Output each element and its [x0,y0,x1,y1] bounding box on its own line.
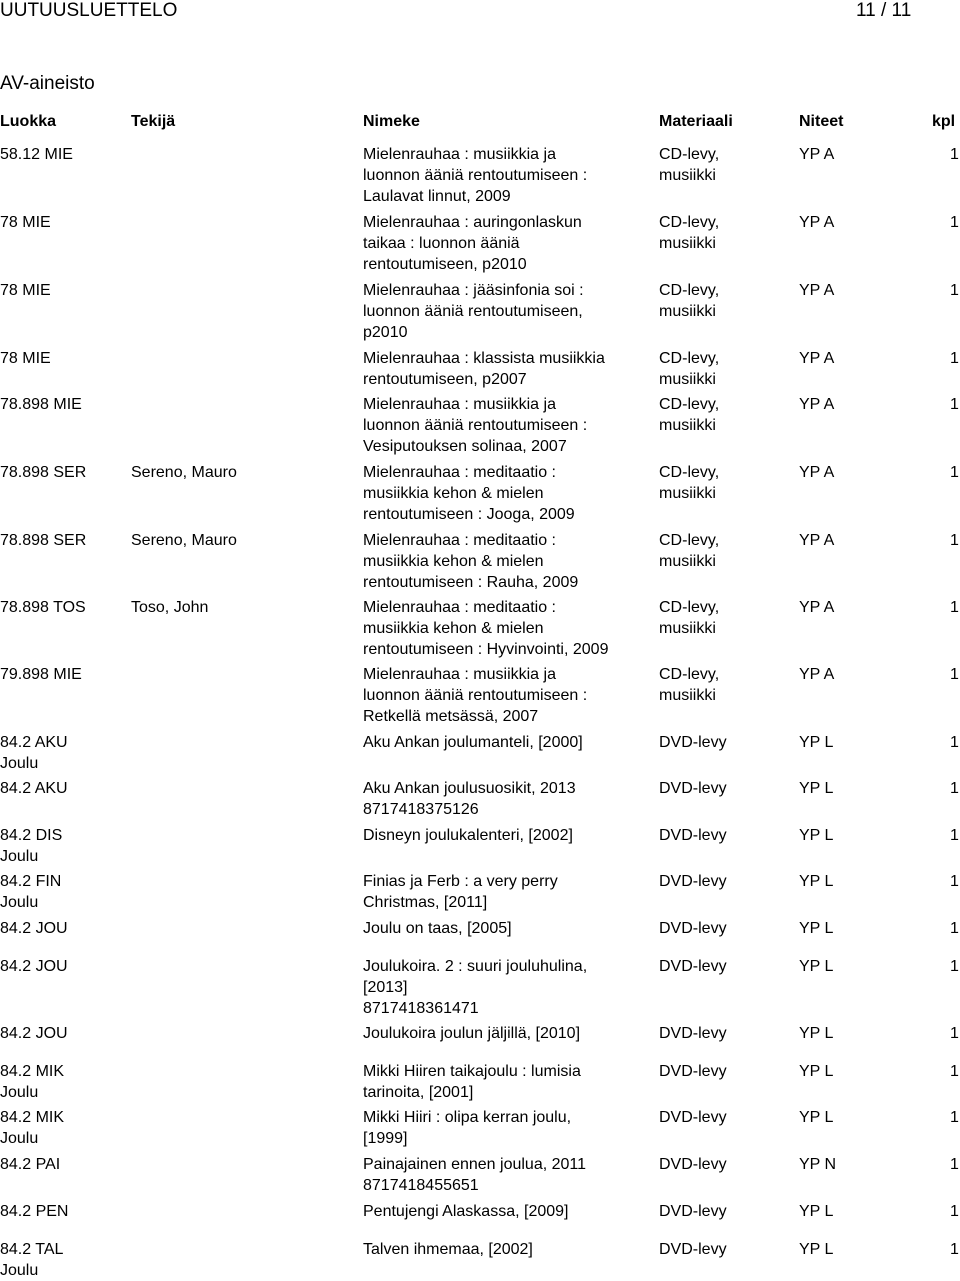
cell-line: musiikkia kehon & mielen [363,485,544,502]
cell-line: luonnon ääniä rentoutumiseen : [363,687,588,704]
cell-line: CD-levy, [659,464,720,481]
cell-count [950,348,960,369]
cell-line: 78 MIE [0,214,51,231]
cell-line: 84.2 JOU [0,920,68,937]
cell-line: 84.2 FIN [0,873,62,890]
cell-line: 1 [950,666,959,683]
cell-line: DVD-levy [659,1063,727,1080]
cell-line: 84.2 PAI [0,1156,61,1173]
cell-count [950,1154,960,1175]
cell-line: 84.2 DIS [0,827,63,844]
cell-line: Mikki Hiiren taikajoulu : lumisia [363,1063,581,1080]
cell-classification [0,1239,125,1281]
cell-copies-location [799,530,919,551]
list-item [0,1201,960,1222]
cell-line: 84.2 AKU [0,734,68,751]
cell-count [950,530,960,551]
cell-line: DVD-levy [659,734,727,751]
cell-material [659,348,794,390]
cell-line: 1 [950,920,959,937]
cell-line: 84.2 MIK [0,1063,65,1080]
cell-count [950,1061,960,1082]
cell-line: 1 [950,396,959,413]
cell-copies-location [799,212,919,233]
cell-line: 78.898 SER [0,532,87,549]
cell-line: 1 [950,146,959,163]
cell-line: Talven ihmemaa, [2002] [363,1241,533,1258]
cell-line: 1 [950,873,959,890]
list-item [0,1154,960,1194]
cell-line: CD-levy, [659,396,720,413]
cell-line: CD-levy, [659,214,720,231]
cell-classification [0,825,125,867]
cell-title [363,871,653,913]
cell-copies-location [799,280,919,301]
cell-material [659,664,794,706]
cell-copies-location [799,825,919,846]
cell-line: YP L [799,827,834,844]
cell-line: 1 [950,599,959,616]
cell-material [659,1061,794,1082]
cell-line: Joulukoira. 2 : suuri jouluhulina, [363,958,588,975]
cell-line: 1 [950,1109,959,1126]
cell-line: DVD-levy [659,780,727,797]
cell-material [659,871,794,892]
cell-line: musiikki [659,485,716,502]
cell-line: YP A [799,282,835,299]
cell-line: 1 [950,464,959,481]
cell-material [659,956,794,977]
cell-line: 8717418455651 [363,1177,479,1194]
cell-line: Joulu [0,1262,39,1279]
cell-count [950,778,960,799]
cell-line: rentoutumiseen, p2010 [363,256,527,273]
cell-line: musiikki [659,620,716,637]
cell-line: YP L [799,920,834,937]
cell-count [950,918,960,939]
cell-line: taikaa : luonnon ääniä [363,235,520,252]
cell-line: YP N [799,1156,837,1173]
cell-line: Mielenrauhaa : jääsinfonia soi : [363,282,584,299]
cell-line: Aku Ankan joulumanteli, [2000] [363,734,583,751]
cell-title [363,918,653,939]
cell-line: Mielenrauhaa : auringonlaskun [363,214,582,231]
cell-line: 84.2 TAL [0,1241,64,1258]
cell-title [363,597,653,660]
cell-line: YP A [799,464,835,481]
cell-copies-location [799,348,919,369]
cell-line: 84.2 AKU [0,780,68,797]
cell-line: YP L [799,1025,834,1042]
cell-copies-location [799,462,919,483]
list-item [0,144,960,205]
cell-line: 84.2 PEN [0,1203,69,1220]
cell-title [363,1239,653,1260]
cell-title [363,1154,653,1196]
cell-line: DVD-levy [659,958,727,975]
cell-classification [0,871,125,913]
cell-line: YP L [799,958,834,975]
cell-material [659,918,794,939]
list-item [0,212,960,273]
cell-line: Joulu [0,1084,39,1101]
list-item [0,530,960,591]
cell-copies-location [799,1239,919,1260]
cell-line: 1 [950,1063,959,1080]
list-item [0,1107,960,1147]
cell-material [659,530,794,572]
cell-copies-location [799,732,919,753]
cell-line: YP L [799,734,834,751]
cell-line: luonnon ääniä rentoutumiseen : [363,167,588,184]
cell-line: 84.2 MIK [0,1109,65,1126]
cell-classification [0,918,125,939]
cell-title [363,664,653,727]
cell-count [950,1107,960,1128]
cell-classification [0,1154,125,1175]
cell-line: musiikki [659,687,716,704]
cell-classification [0,212,125,233]
cell-line: [2013] [363,979,408,996]
cell-line: YP A [799,214,835,231]
cell-line: rentoutumiseen : Hyvinvointi, 2009 [363,641,609,658]
cell-author [131,462,356,483]
cell-material [659,732,794,753]
cell-title [363,280,653,343]
cell-material [659,144,794,186]
cell-copies-location [799,394,919,415]
cell-line: 1 [950,350,959,367]
cell-material [659,212,794,254]
cell-line: Joulu [0,755,39,772]
cell-line: 58.12 MIE [0,146,73,163]
cell-line: Mielenrauhaa : meditaatio : [363,532,556,549]
cell-line: Mielenrauhaa : meditaatio : [363,599,556,616]
cell-line: YP L [799,780,834,797]
cell-line: YP L [799,1063,834,1080]
cell-line: 1 [950,214,959,231]
cell-line: CD-levy, [659,666,720,683]
cell-count [950,212,960,233]
cell-line: Mikki Hiiri : olipa kerran joulu, [363,1109,572,1126]
cell-line: Mielenrauhaa : meditaatio : [363,464,556,481]
list-item [0,1023,960,1044]
cell-line: Joulu [0,1130,39,1147]
cell-classification [0,1201,125,1222]
cell-line: Mielenrauhaa : musiikkia ja [363,146,556,163]
list-item [0,462,960,523]
cell-classification [0,1023,125,1044]
column-header-kpl: kpl [932,113,956,130]
cell-line: DVD-levy [659,1241,727,1258]
list-item [0,871,960,911]
cell-count [950,1023,960,1044]
cell-line: musiikkia kehon & mielen [363,553,544,570]
list-item [0,918,960,939]
cell-line: Joulu [0,894,39,911]
cell-line: DVD-levy [659,1156,727,1173]
cell-author [131,530,356,551]
cell-line: Joulu [0,848,39,865]
cell-line: musiikki [659,553,716,570]
column-header-tekija: Tekijä [131,113,176,130]
cell-author [131,597,356,618]
cell-copies-location [799,1061,919,1082]
cell-line: Mielenrauhaa : klassista musiikkia [363,350,605,367]
cell-line: Mielenrauhaa : musiikkia ja [363,396,556,413]
cell-copies-location [799,918,919,939]
cell-material [659,778,794,799]
cell-line: 1 [950,958,959,975]
cell-line: 84.2 JOU [0,958,68,975]
cell-line: tarinoita, [2001] [363,1084,474,1101]
cell-title [363,1023,653,1044]
cell-line: Joulu on taas, [2005] [363,920,512,937]
cell-count [950,825,960,846]
cell-classification [0,732,125,774]
cell-line: 8717418375126 [363,801,479,818]
cell-line: rentoutumiseen, p2007 [363,371,527,388]
cell-line: Finias ja Ferb : a very perry [363,873,558,890]
cell-line: Retkellä metsässä, 2007 [363,708,539,725]
cell-title [363,825,653,846]
cell-copies-location [799,778,919,799]
cell-line: 1 [950,734,959,751]
cell-classification [0,144,125,165]
cell-count [950,664,960,685]
cell-title [363,530,653,593]
cell-line: 78.898 TOS [0,599,86,616]
cell-line: CD-levy, [659,532,720,549]
cell-classification [0,348,125,369]
cell-line: Sereno, Mauro [131,464,237,481]
cell-line: 78 MIE [0,350,51,367]
cell-count [950,1201,960,1222]
cell-line: YP A [799,396,835,413]
cell-count [950,280,960,301]
page-number: 11 / 11 [856,0,912,21]
cell-copies-location [799,1107,919,1128]
cell-line: 84.2 JOU [0,1025,68,1042]
cell-title [363,956,653,1019]
cell-line: 1 [950,1156,959,1173]
cell-count [950,956,960,977]
cell-count [950,871,960,892]
list-item [0,956,960,1017]
cell-line: musiikkia kehon & mielen [363,620,544,637]
column-header-nimeke: Nimeke [363,113,420,130]
cell-line: 1 [950,532,959,549]
cell-line: CD-levy, [659,146,720,163]
cell-line: luonnon ääniä rentoutumiseen : [363,417,588,434]
cell-line: Joulukoira joulun jäljillä, [2010] [363,1025,581,1042]
cell-classification [0,280,125,301]
list-item [0,1239,960,1279]
cell-line: DVD-levy [659,920,727,937]
cell-line: rentoutumiseen : Rauha, 2009 [363,574,579,591]
column-header-niteet: Niteet [799,113,844,130]
cell-line: CD-levy, [659,599,720,616]
list-item [0,597,960,658]
list-item [0,1061,960,1101]
cell-line: Christmas, [2011] [363,894,488,911]
cell-title [363,212,653,275]
cell-line: p2010 [363,324,408,341]
cell-material [659,1107,794,1128]
cell-line: Toso, John [131,599,209,616]
page-header [0,0,960,22]
cell-line: [1999] [363,1130,408,1147]
column-header-materiaali: Materiaali [659,113,733,130]
cell-line: musiikki [659,417,716,434]
cell-line: CD-levy, [659,282,720,299]
cell-line: musiikki [659,371,716,388]
cell-title [363,1201,653,1222]
cell-line: YP L [799,873,834,890]
cell-count [950,597,960,618]
cell-line: YP L [799,1203,834,1220]
cell-line: 1 [950,780,959,797]
cell-title [363,1061,653,1103]
cell-count [950,394,960,415]
cell-line: YP A [799,350,835,367]
list-item [0,825,960,865]
list-item [0,280,960,341]
cell-line: Painajainen ennen joulua, 2011 [363,1156,587,1173]
cell-material [659,1239,794,1260]
cell-title [363,348,653,390]
cell-classification [0,778,125,799]
cell-line: musiikki [659,167,716,184]
cell-line: Mielenrauhaa : musiikkia ja [363,666,556,683]
cell-count [950,144,960,165]
cell-copies-location [799,1154,919,1175]
cell-count [950,1239,960,1260]
cell-count [950,462,960,483]
cell-copies-location [799,1023,919,1044]
cell-line: YP A [799,146,835,163]
cell-line: musiikki [659,303,716,320]
column-header-luokka: Luokka [0,113,57,130]
cell-material [659,1154,794,1175]
cell-material [659,1201,794,1222]
cell-line: Pentujengi Alaskassa, [2009] [363,1203,569,1220]
cell-line: 1 [950,282,959,299]
cell-line: luonnon ääniä rentoutumiseen, [363,303,583,320]
cell-title [363,732,653,753]
cell-copies-location [799,956,919,977]
cell-copies-location [799,597,919,618]
column-headers [0,111,960,131]
cell-line: 8717418361471 [363,1000,479,1017]
cell-line: 78.898 MIE [0,396,82,413]
cell-line: CD-levy, [659,350,720,367]
cell-line: 78.898 SER [0,464,87,481]
cell-title [363,144,653,207]
list-item [0,394,960,455]
cell-line: Aku Ankan joulusuosikit, 2013 [363,780,576,797]
cell-material [659,462,794,504]
cell-line: 78 MIE [0,282,51,299]
cell-line: rentoutumiseen : Jooga, 2009 [363,506,575,523]
cell-line: DVD-levy [659,1109,727,1126]
cell-material [659,825,794,846]
cell-copies-location [799,144,919,165]
cell-count [950,732,960,753]
cell-material [659,597,794,639]
cell-line: YP L [799,1241,834,1258]
cell-line: 1 [950,827,959,844]
cell-material [659,394,794,436]
cell-classification [0,462,125,483]
cell-copies-location [799,664,919,685]
cell-line: Laulavat linnut, 2009 [363,188,511,205]
cell-classification [0,1107,125,1149]
cell-line: 79.898 MIE [0,666,82,683]
cell-line: DVD-levy [659,827,727,844]
cell-line: Disneyn joulukalenteri, [2002] [363,827,573,844]
cell-line: Sereno, Mauro [131,532,237,549]
list-item [0,732,960,772]
cell-line: DVD-levy [659,1203,727,1220]
cell-title [363,778,653,820]
list-item [0,348,960,388]
section-title: AV-aineisto [0,73,95,94]
cell-line: YP L [799,1109,834,1126]
cell-line: DVD-levy [659,1025,727,1042]
list-item [0,664,960,725]
cell-title [363,394,653,457]
document-title: UUTUUSLUETTELO [0,0,178,21]
cell-classification [0,1061,125,1103]
cell-line: DVD-levy [659,873,727,890]
cell-material [659,1023,794,1044]
cell-classification [0,394,125,415]
cell-line: 1 [950,1241,959,1258]
cell-classification [0,530,125,551]
cell-title [363,462,653,525]
cell-title [363,1107,653,1149]
cell-line: YP A [799,599,835,616]
list-item [0,778,960,818]
cell-copies-location [799,1201,919,1222]
cell-line: musiikki [659,235,716,252]
cell-material [659,280,794,322]
cell-copies-location [799,871,919,892]
cell-classification [0,664,125,685]
cell-line: YP A [799,666,835,683]
cell-line: 1 [950,1203,959,1220]
cell-line: YP A [799,532,835,549]
cell-line: 1 [950,1025,959,1042]
cell-line: Vesiputouksen solinaa, 2007 [363,438,567,455]
cell-classification [0,956,125,977]
cell-classification [0,597,125,618]
